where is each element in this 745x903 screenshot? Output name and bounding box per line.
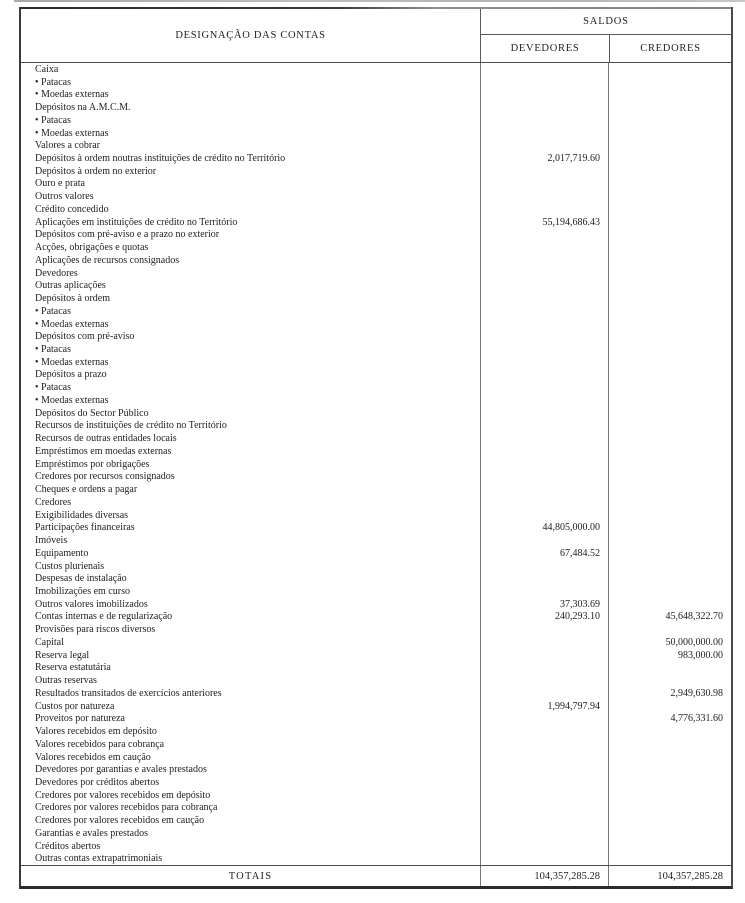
table-row <box>21 725 731 738</box>
credores-value <box>608 420 731 433</box>
table-row <box>21 190 731 203</box>
devedores-value <box>480 267 608 280</box>
devedores-value <box>480 458 608 471</box>
table-row <box>21 827 731 840</box>
table-body <box>21 63 731 865</box>
table-row <box>21 458 731 471</box>
credores-value: 4,776,331.60 <box>608 712 731 725</box>
table-row <box>21 178 731 191</box>
credores-value <box>608 76 731 89</box>
account-label: Valores a cobrar <box>35 140 100 152</box>
table-row <box>21 649 731 662</box>
devedores-value <box>480 725 608 738</box>
column-header-designacao: DESIGNAÇÃO DAS CONTAS <box>175 30 326 41</box>
devedores-value: 1,994,797.94 <box>480 700 608 713</box>
account-label: • Moedas externas <box>35 318 109 330</box>
credores-value <box>608 114 731 127</box>
account-label: Capital <box>35 636 64 648</box>
account-label: Ouro e prata <box>35 178 85 190</box>
credores-value <box>608 190 731 203</box>
devedores-value <box>480 381 608 394</box>
account-label: Valores recebidos para cobrança <box>35 738 165 750</box>
table-row <box>21 292 731 305</box>
devedores-value <box>480 190 608 203</box>
credores-value <box>608 369 731 382</box>
account-label: Depósitos na A.M.C.M. <box>35 102 131 114</box>
credores-value <box>608 178 731 191</box>
account-label: Recursos de outras entidades locais <box>35 433 177 445</box>
devedores-value: 44,805,000.00 <box>480 521 608 534</box>
credores-value <box>608 509 731 522</box>
credores-value <box>608 840 731 853</box>
account-label: Outras reservas <box>35 675 97 687</box>
account-label: Credores por valores recebidos para cobrança <box>35 802 218 814</box>
credores-value <box>608 572 731 585</box>
scan-edge-artifact <box>14 0 745 2</box>
credores-value <box>608 751 731 764</box>
credores-value <box>608 674 731 687</box>
column-header-devedores: DEVEDORES <box>510 43 580 54</box>
table-row <box>21 611 731 624</box>
credores-value: 45,648,322.70 <box>608 611 731 624</box>
credores-value: 50,000,000.00 <box>608 636 731 649</box>
devedores-value <box>480 343 608 356</box>
credores-value <box>608 789 731 802</box>
devedores-value <box>480 330 608 343</box>
credores-value: 983,000.00 <box>608 649 731 662</box>
devedores-value <box>480 139 608 152</box>
credores-value <box>608 394 731 407</box>
devedores-value <box>480 229 608 242</box>
account-label: • Moedas externas <box>35 394 109 406</box>
account-label: Depósitos à ordem no exterior <box>35 165 157 177</box>
devedores-value <box>480 445 608 458</box>
table-row <box>21 101 731 114</box>
account-label: Credores por valores recebidos em caução <box>35 815 205 827</box>
table-row <box>21 763 731 776</box>
credores-value <box>608 432 731 445</box>
account-label: Proveitos por natureza <box>35 713 125 725</box>
account-label: Reserva legal <box>35 649 90 661</box>
credores-value <box>608 585 731 598</box>
account-label: Depósitos à ordem noutras instituições de crédito no Território <box>35 153 286 164</box>
devedores-value <box>480 432 608 445</box>
credores-value <box>608 216 731 229</box>
devedores-value <box>480 649 608 662</box>
devedores-value <box>480 789 608 802</box>
table-row <box>21 802 731 815</box>
account-label: Recursos de instituições de crédito no Território <box>35 420 227 432</box>
devedores-value <box>480 114 608 127</box>
devedores-value <box>480 738 608 751</box>
credores-value <box>608 776 731 789</box>
devedores-value <box>480 241 608 254</box>
table-row <box>21 751 731 764</box>
table-row <box>21 394 731 407</box>
devedores-value <box>480 101 608 114</box>
credores-value <box>608 763 731 776</box>
account-label: Depósitos com pré-aviso e a prazo no exterior <box>35 229 220 241</box>
accounts-balance-table <box>19 7 733 889</box>
credores-value <box>608 496 731 509</box>
table-row <box>21 662 731 675</box>
table-row <box>21 445 731 458</box>
table-header <box>21 9 731 63</box>
account-label: Provisões para riscos diversos <box>35 624 156 636</box>
devedores-value <box>480 496 608 509</box>
devedores-value <box>480 674 608 687</box>
credores-value <box>608 88 731 101</box>
account-label: Outros valores <box>35 191 94 203</box>
devedores-value <box>480 751 608 764</box>
devedores-value: 67,484.52 <box>480 547 608 560</box>
account-label: Empréstimos por obrigações <box>35 458 150 470</box>
table-row <box>21 853 731 866</box>
credores-value <box>608 152 731 165</box>
table-row <box>21 547 731 560</box>
credores-value <box>608 407 731 420</box>
account-label: Contas internas e de regularização <box>35 611 173 623</box>
devedores-value <box>480 776 608 789</box>
credores-value <box>608 471 731 484</box>
account-label: Exigibilidades diversas <box>35 509 129 521</box>
devedores-value <box>480 560 608 573</box>
credores-value <box>608 814 731 827</box>
devedores-value <box>480 802 608 815</box>
account-label: Acções, obrigações e quotas <box>35 242 149 254</box>
devedores-value <box>480 254 608 267</box>
account-label: Devedores <box>35 267 78 279</box>
table-row <box>21 381 731 394</box>
credores-value <box>608 534 731 547</box>
devedores-value <box>480 127 608 140</box>
credores-value <box>608 381 731 394</box>
account-label: Credores por valores recebidos em depósito <box>35 789 211 801</box>
credores-value <box>608 356 731 369</box>
table-row <box>21 241 731 254</box>
account-label: Empréstimos em moedas externas <box>35 445 172 457</box>
credores-value <box>608 203 731 216</box>
account-label: Devedores por garantias e avales prestados <box>35 764 207 776</box>
table-row <box>21 63 731 76</box>
devedores-value <box>480 763 608 776</box>
credores-value <box>608 254 731 267</box>
devedores-value <box>480 662 608 675</box>
credores-value <box>608 292 731 305</box>
account-label: Participações financeiras <box>35 522 135 534</box>
credores-value <box>608 802 731 815</box>
credores-value <box>608 853 731 866</box>
devedores-value <box>480 394 608 407</box>
table-row <box>21 471 731 484</box>
table-row <box>21 814 731 827</box>
devedores-value <box>480 279 608 292</box>
devedores-value <box>480 407 608 420</box>
credores-value <box>608 241 731 254</box>
account-label: Reserva estatutária <box>35 662 111 674</box>
account-label: Depósitos a prazo <box>35 369 107 381</box>
devedores-value <box>480 585 608 598</box>
credores-value <box>608 560 731 573</box>
account-label: Depósitos do Sector Público <box>35 407 149 419</box>
credores-value <box>608 267 731 280</box>
account-label: Depósitos à ordem <box>35 293 110 305</box>
table-row <box>21 165 731 178</box>
account-label: Garantias e avales prestados <box>35 827 149 839</box>
table-row <box>21 356 731 369</box>
devedores-value <box>480 165 608 178</box>
table-row <box>21 330 731 343</box>
devedores-value <box>480 827 608 840</box>
account-label: Depósitos com pré-aviso <box>35 331 135 343</box>
table-row <box>21 267 731 280</box>
table-row <box>21 776 731 789</box>
account-label: Imobilizações em curso <box>35 585 130 597</box>
devedores-value <box>480 203 608 216</box>
credores-value <box>608 827 731 840</box>
credores-value <box>608 547 731 560</box>
account-label: • Moedas externas <box>35 89 109 101</box>
account-label: Créditos abertos <box>35 840 101 852</box>
account-label: Valores recebidos em depósito <box>35 726 157 738</box>
account-label: • Patacas <box>35 344 71 356</box>
account-label: • Patacas <box>35 305 71 317</box>
table-row <box>21 76 731 89</box>
table-row <box>21 343 731 356</box>
table-row <box>21 114 731 127</box>
credores-value <box>608 127 731 140</box>
account-label: • Moedas externas <box>35 356 109 368</box>
table-row <box>21 305 731 318</box>
credores-value <box>608 229 731 242</box>
credores-value <box>608 725 731 738</box>
table-row <box>21 585 731 598</box>
devedores-value <box>480 292 608 305</box>
table-row <box>21 521 731 534</box>
credores-value <box>608 598 731 611</box>
table-row <box>21 254 731 267</box>
devedores-value <box>480 76 608 89</box>
credores-value <box>608 165 731 178</box>
table-row <box>21 534 731 547</box>
account-label: • Patacas <box>35 382 71 394</box>
account-label: Caixa <box>35 63 59 75</box>
account-label: Outras contas extrapatrimoniais <box>35 853 163 865</box>
devedores-value <box>480 509 608 522</box>
table-row <box>21 636 731 649</box>
credores-value: 2,949,630.98 <box>608 687 731 700</box>
account-label: Credores <box>35 496 72 508</box>
table-row <box>21 216 731 229</box>
credores-value <box>608 139 731 152</box>
table-row <box>21 407 731 420</box>
devedores-value <box>480 369 608 382</box>
account-label: Crédito concedido <box>35 203 109 215</box>
table-row <box>21 700 731 713</box>
table-row <box>21 572 731 585</box>
account-label: • Moedas externas <box>35 127 109 139</box>
credores-value <box>608 623 731 636</box>
account-label: Resultados transitados de exercícios anteriores <box>35 687 222 699</box>
table-row <box>21 318 731 331</box>
table-row <box>21 483 731 496</box>
table-row <box>21 840 731 853</box>
credores-value <box>608 738 731 751</box>
devedores-value <box>480 471 608 484</box>
table-row <box>21 687 731 700</box>
devedores-value <box>480 687 608 700</box>
table-row <box>21 127 731 140</box>
devedores-value <box>480 318 608 331</box>
account-label: Equipamento <box>35 547 89 559</box>
account-label: • Patacas <box>35 76 71 88</box>
table-row <box>21 509 731 522</box>
table-row <box>21 369 731 382</box>
totals-label: TOTAIS <box>228 870 273 882</box>
account-label: Aplicações em instituições de crédito no Território <box>35 216 238 228</box>
account-label: Cheques e ordens a pagar <box>35 484 138 496</box>
devedores-value <box>480 840 608 853</box>
devedores-value <box>480 178 608 191</box>
account-label: Devedores por créditos abertos <box>35 776 160 788</box>
credores-value <box>608 330 731 343</box>
table-row <box>21 560 731 573</box>
credores-value <box>608 458 731 471</box>
devedores-value: 37,303.69 <box>480 598 608 611</box>
credores-value <box>608 305 731 318</box>
table-row <box>21 623 731 636</box>
table-row <box>21 738 731 751</box>
credores-value <box>608 279 731 292</box>
devedores-value <box>480 814 608 827</box>
table-row <box>21 229 731 242</box>
table-row <box>21 203 731 216</box>
devedores-value: 2,017,719.60 <box>480 152 608 165</box>
credores-value <box>608 483 731 496</box>
devedores-value <box>480 572 608 585</box>
table-row <box>21 279 731 292</box>
table-row <box>21 88 731 101</box>
credores-value <box>608 343 731 356</box>
table-row <box>21 598 731 611</box>
devedores-value <box>480 63 608 76</box>
account-label: Imóveis <box>35 535 68 547</box>
account-label: Custos por natureza <box>35 700 115 712</box>
devedores-value <box>480 483 608 496</box>
table-row <box>21 432 731 445</box>
table-row <box>21 139 731 152</box>
table-row <box>21 152 731 165</box>
account-label: Outros valores imobilizados <box>35 598 148 610</box>
credores-value <box>608 662 731 675</box>
credores-value <box>608 101 731 114</box>
table-row <box>21 789 731 802</box>
totals-devedores-value: 104,357,285.28 <box>480 866 608 886</box>
account-label: Aplicações de recursos consignados <box>35 254 180 266</box>
credores-value <box>608 63 731 76</box>
devedores-value: 55,194,686.43 <box>480 216 608 229</box>
totals-credores-value: 104,357,285.28 <box>608 866 731 886</box>
credores-value <box>608 445 731 458</box>
account-label: Outras aplicações <box>35 280 106 292</box>
devedores-value <box>480 853 608 866</box>
devedores-value <box>480 305 608 318</box>
account-label: Despesas de instalação <box>35 573 127 585</box>
column-header-saldos: SALDOS <box>481 9 731 35</box>
saldos-subheaders <box>481 35 731 62</box>
devedores-value <box>480 712 608 725</box>
devedores-value: 240,293.10 <box>480 611 608 624</box>
column-header-credores: CREDORES <box>609 35 731 62</box>
totals-row <box>21 865 731 886</box>
table-row <box>21 712 731 725</box>
account-label: Credores por recursos consignados <box>35 471 175 483</box>
credores-value <box>608 318 731 331</box>
devedores-value <box>480 636 608 649</box>
table-row <box>21 420 731 433</box>
account-label: Valores recebidos em caução <box>35 751 151 763</box>
devedores-value <box>480 88 608 101</box>
account-label: Custos plurienais <box>35 560 105 572</box>
devedores-value <box>480 534 608 547</box>
table-row <box>21 496 731 509</box>
credores-value <box>608 700 731 713</box>
devedores-value <box>480 623 608 636</box>
devedores-value <box>480 420 608 433</box>
table-row <box>21 674 731 687</box>
devedores-value <box>480 356 608 369</box>
credores-value <box>608 521 731 534</box>
account-label: • Patacas <box>35 114 71 126</box>
saldos-header-block <box>480 9 731 62</box>
